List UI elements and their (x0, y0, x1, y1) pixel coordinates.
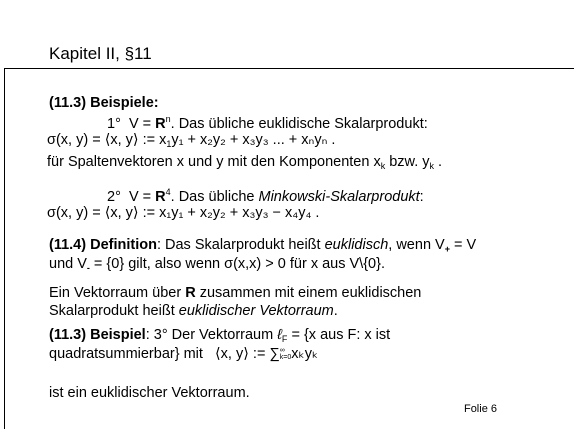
example-3-space-sub: F (281, 334, 288, 344)
definition-line-2 (49, 257, 385, 273)
paragraph-line-2-italic: euklidischer Vektorraum (178, 303, 334, 319)
definition-label: (11.4) Definition (49, 237, 157, 253)
definition-line-1 (49, 238, 476, 254)
example-1-number: 1° (107, 116, 121, 132)
example-2-formula: σ(x, y) = ⟨x, y⟩ := x₁y₁ + x₂y₂ + x₃y₃ − x₄y₄ . (47, 205, 320, 221)
example-1-formula: σ(x, y) = ⟨x, y⟩ := $x_1y_1 + x_2y_2 + x_3y_3$ ... + xₙyₙ . (47, 132, 336, 149)
example-2-space: R (155, 189, 166, 205)
example-1-note-k2: k (429, 161, 435, 171)
example-2-line (107, 188, 424, 205)
example-3-sum-sub: k=0 (279, 354, 292, 362)
definition-text-3: = V (449, 237, 477, 253)
example-3-line-2-text: quadratsummierbar} mit (49, 346, 203, 362)
example-1-rest: . Das übliche euklidische Skalarprodukt: (170, 116, 428, 132)
definition-plus: + (444, 244, 450, 254)
definition-line-2-post: = {0} gilt, also wenn σ(x,x) > 0 für x aus V\{0}. (89, 256, 385, 272)
slide-footer: Folie 6 (463, 403, 497, 415)
example-1-formula-lhs: σ(x, y) = ⟨x, y⟩ := x (47, 132, 167, 148)
definition-text-2: , wenn V (388, 237, 445, 253)
example-1-text: V = (128, 116, 156, 132)
example-3-sum-limits (280, 347, 291, 361)
example-3-formula-tail: xₖyₖ (291, 346, 319, 362)
example-2-number: 2° (107, 189, 121, 205)
example-3-text-post: = {x aus F: x ist (287, 327, 391, 343)
example-3-label: (11.3) Beispiel (49, 327, 146, 343)
example-2-italic: Minkowski-Skalarprodukt (258, 189, 420, 205)
example-2-text: V = (128, 189, 156, 205)
example-1-space: R (155, 116, 166, 132)
example-1-note-k: k (380, 161, 386, 171)
example-1-note-end: . (434, 154, 443, 170)
example-2-rest: . Das übliche (170, 189, 259, 205)
example-2-colon: : (419, 189, 424, 205)
definition-line-2-pre: und V (49, 256, 87, 272)
example-1-note (47, 155, 442, 171)
example-1-note-mid: bzw. y (385, 154, 430, 170)
example-1-exponent: n (165, 114, 171, 124)
paragraph-line-2-pre: Skalarprodukt heißt (49, 303, 179, 319)
example-1-note-pre: für Spaltenvektoren x und y mit den Komponenten x (47, 154, 381, 170)
example-3-sum-sup: ∞ (279, 347, 285, 355)
paragraph-line-1-pre: Ein Vektorraum über (49, 285, 186, 301)
slide-title: Kapitel II, §11 (49, 44, 152, 63)
example-3-line-3: ist ein euklidischer Vektorraum. (49, 385, 250, 401)
example-2-exponent: 4 (165, 187, 171, 197)
paragraph-line-2 (49, 304, 338, 319)
example-3-space-symbol: ℓ (277, 327, 282, 343)
definition-minus: - (86, 263, 90, 273)
example-1-line (107, 115, 428, 132)
definition-text-1: : Das Skalarprodukt heißt (156, 237, 325, 253)
paragraph-line-1 (49, 286, 421, 301)
examples-heading: (11.3) Beispiele: (49, 95, 159, 111)
example-3-line-1 (49, 328, 390, 344)
paragraph-line-1-post: zusammen mit einem euklidischen (195, 285, 422, 301)
example-3-line-2 (49, 347, 318, 362)
paragraph-line-1-bold: R (185, 285, 196, 301)
example-3-text-pre: : 3° Der Vektorraum (145, 327, 278, 343)
example-3-formula: ⟨x, y⟩ := ∑ (215, 346, 280, 362)
example-1-formula-rhs: y₁ + x₂y₂ + x₃y₃ ... + xₙyₙ . (171, 132, 336, 148)
definition-italic: euklidisch (324, 237, 389, 253)
paragraph-line-2-post: . (333, 303, 338, 319)
